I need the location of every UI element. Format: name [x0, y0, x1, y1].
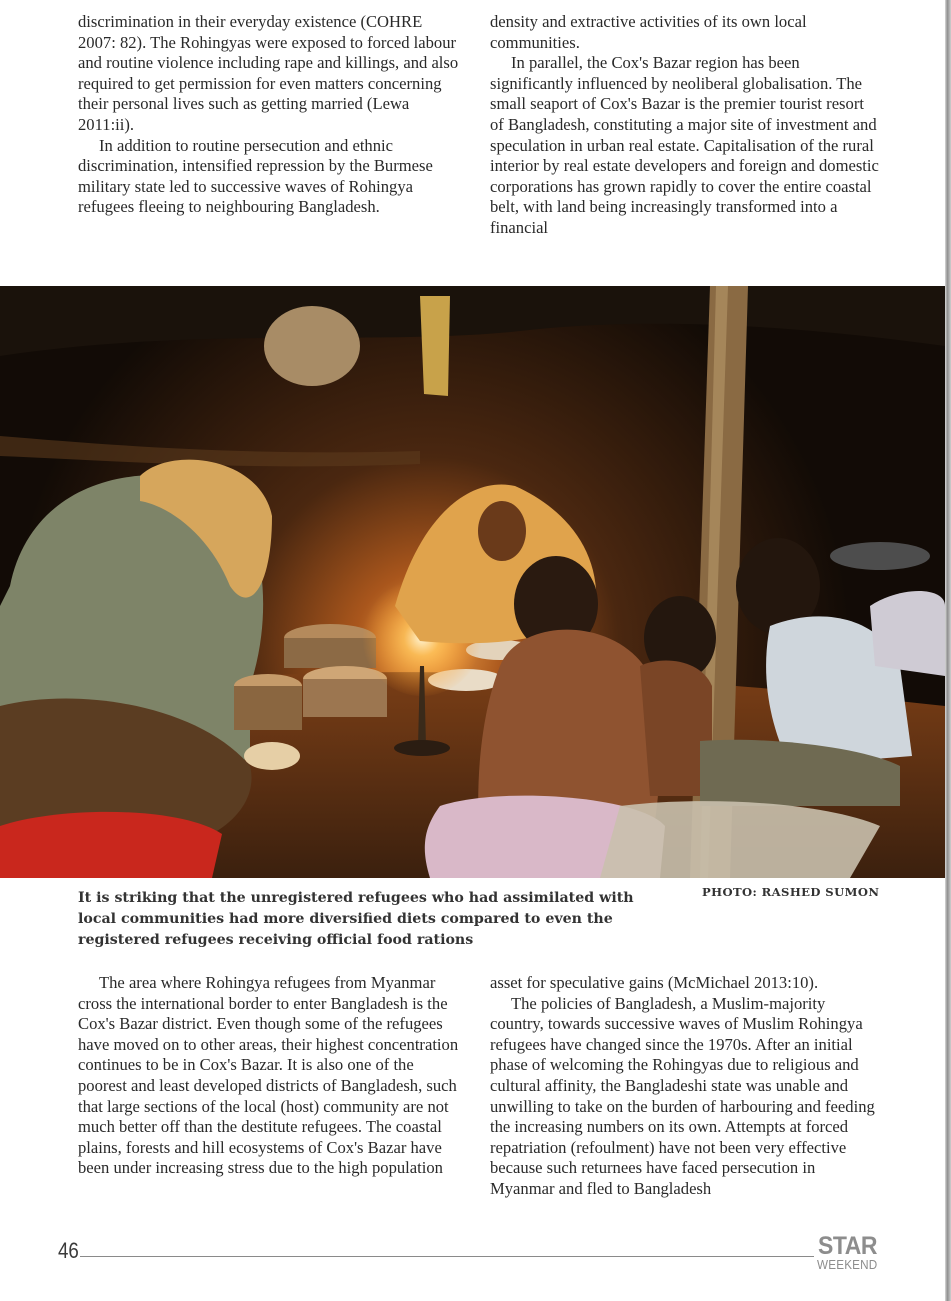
brand-logo-star: STAR [818, 1232, 878, 1260]
article-column-top-right [490, 12, 880, 239]
paragraph: discrimination in their everyday existence (COHRE 2007: 82). The Rohingyas were exposed to forced labour and routine violence including rape and killings, and also required to get permission for even matters concerning their personal lives such as getting married (Lewa 2011:ii). [78, 12, 459, 134]
article-column-bottom-left [78, 973, 460, 1179]
footer-rule [80, 1256, 814, 1257]
paragraph: The area where Rohingya refugees from Myanmar cross the international border to enter Bangladesh is the Cox's Bazar district. Even though some of the refugees have moved on to other areas, their highest concentration continues to be in Cox's Bazar. It is also one of the poorest and least developed districts of Bangladesh, such that large sections of the local (host) community are not much better off than the destitute refugees. The coastal plains, forests and hill ecosystems of Cox's Bazar have been under increasing stress due to the high population [78, 973, 459, 1178]
photo-credit: PHOTO: RASHED SUMON [702, 885, 880, 899]
refugee-family-photo [0, 286, 945, 878]
paragraph: In parallel, the Cox's Bazar region has been significantly influenced by neoliberal globalisation. The small seaport of Cox's Bazar is the premier tourist resort of Bangladesh, constituting a major site of investment and speculation in urban real estate. Capitalisation of the rural interior by real estate developers and foreign and domestic corporations has grown rapidly to cover the entire coastal belt, with land being increasingly transformed into a financial [490, 53, 879, 237]
paragraph: density and extractive activities of its own local communities. [490, 12, 807, 52]
paragraph: The policies of Bangladesh, a Muslim-majority country, towards successive waves of Muslim Rohingya refugees have changed since the 1970s. After an initial phase of welcoming the Rohingyas due to religious and cultural affinity, the Bangladeshi state was unable and unwilling to take on the burden of harbouring and feeding the increasing numbers on its own. Attempts at forced repatriation (refoulment) have not been very effective because such returnees have faced persecution in Myanmar and fled to Bangladesh [490, 993, 875, 1198]
photo-caption: It is striking that the unregistered refugees who had assimilated with local communities had more diversified diets compared to even the registered refugees receiving official food rations [78, 890, 634, 948]
brand-logo-weekend: WEEKEND [817, 1257, 878, 1272]
paragraph: asset for speculative gains (McMichael 2013:10). [490, 973, 819, 992]
page-number: 46 [58, 1238, 79, 1263]
page-edge-shadow [945, 0, 951, 1301]
paragraph: In addition to routine persecution and ethnic discrimination, intensified repression by the Burmese military state led to successive waves of Rohingya refugees fleeing to neighbouring Bangladesh. [78, 135, 433, 217]
article-column-bottom-right [490, 973, 880, 1200]
article-column-top-left [78, 12, 460, 218]
